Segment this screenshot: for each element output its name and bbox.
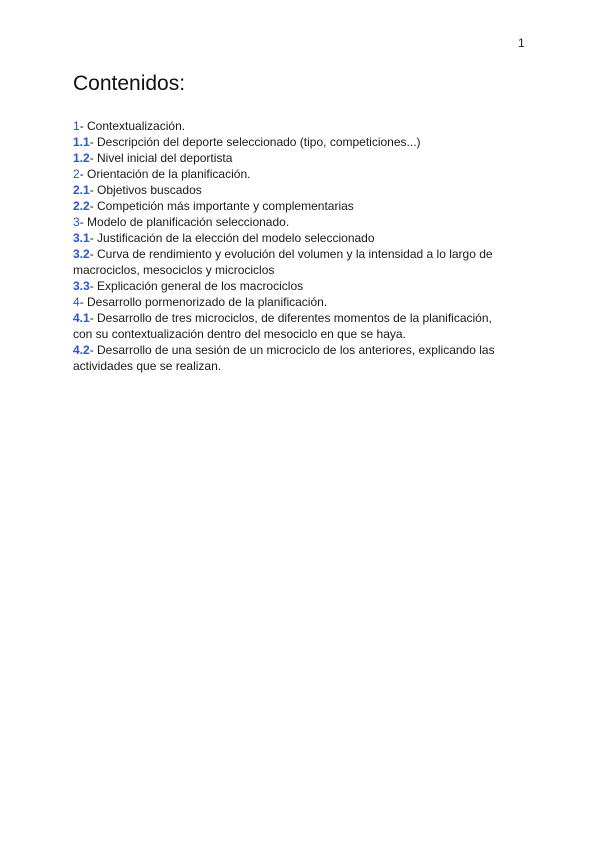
toc-item-text: - Desarrollo de tres microciclos, de diferentes momentos de la planificación, con su contextualización dentro del mesociclo en que se haya. <box>73 311 492 341</box>
toc-item-text: - Justificación de la elección del modelo seleccionado <box>89 231 375 245</box>
toc-item-number: 4.2 <box>73 343 90 357</box>
toc-item-number: 3.2 <box>73 247 90 261</box>
toc-item <box>73 166 513 182</box>
table-of-contents <box>73 118 513 374</box>
toc-item-text: - Desarrollo pormenorizado de la planificación. <box>79 295 328 309</box>
toc-item-number: 2 <box>73 167 80 181</box>
toc-item-text: - Curva de rendimiento y evolución del volumen y la intensidad a lo largo de macrociclos, mesociclos y microciclos <box>73 247 493 277</box>
page-title: Contenidos: <box>73 72 186 95</box>
toc-item-number: 4 <box>73 295 80 309</box>
toc-item <box>73 150 513 166</box>
toc-item-text: - Modelo de planificación seleccionado. <box>79 215 290 229</box>
toc-item-number: 3.1 <box>73 231 90 245</box>
toc-item <box>73 118 513 134</box>
page-number: 1 <box>518 36 525 50</box>
toc-item <box>73 214 513 230</box>
toc-item-text: - Orientación de la planificación. <box>79 167 251 181</box>
toc-item-number: 4.1 <box>73 311 90 325</box>
toc-item-number: 1 <box>73 119 80 133</box>
toc-item <box>73 198 513 214</box>
toc-item-text: - Contextualización. <box>79 119 186 133</box>
toc-item <box>73 278 513 294</box>
toc-item <box>73 294 513 310</box>
toc-item <box>73 310 513 342</box>
toc-item-number: 2.2 <box>73 199 90 213</box>
toc-item-number: 3 <box>73 215 80 229</box>
toc-item <box>73 182 513 198</box>
toc-item-number: 1.2 <box>73 151 90 165</box>
toc-item-text: - Nivel inicial del deportista <box>89 151 233 165</box>
toc-item <box>73 230 513 246</box>
toc-item-number: 3.3 <box>73 279 90 293</box>
toc-item-number: 1.1 <box>73 135 90 149</box>
toc-item-number: 2.1 <box>73 183 90 197</box>
toc-item <box>73 342 513 374</box>
toc-item-text: - Explicación general de los macrociclos <box>89 279 304 293</box>
toc-item-text: - Objetivos buscados <box>89 183 202 197</box>
toc-item-text: - Desarrollo de una sesión de un microciclo de los anteriores, explicando las actividades que se realizan. <box>73 343 495 373</box>
toc-item-text: - Competición más importante y complementarias <box>89 199 354 213</box>
toc-item <box>73 246 513 278</box>
toc-item-text: - Descripción del deporte seleccionado (tipo, competiciones...) <box>89 135 421 149</box>
toc-item <box>73 134 513 150</box>
